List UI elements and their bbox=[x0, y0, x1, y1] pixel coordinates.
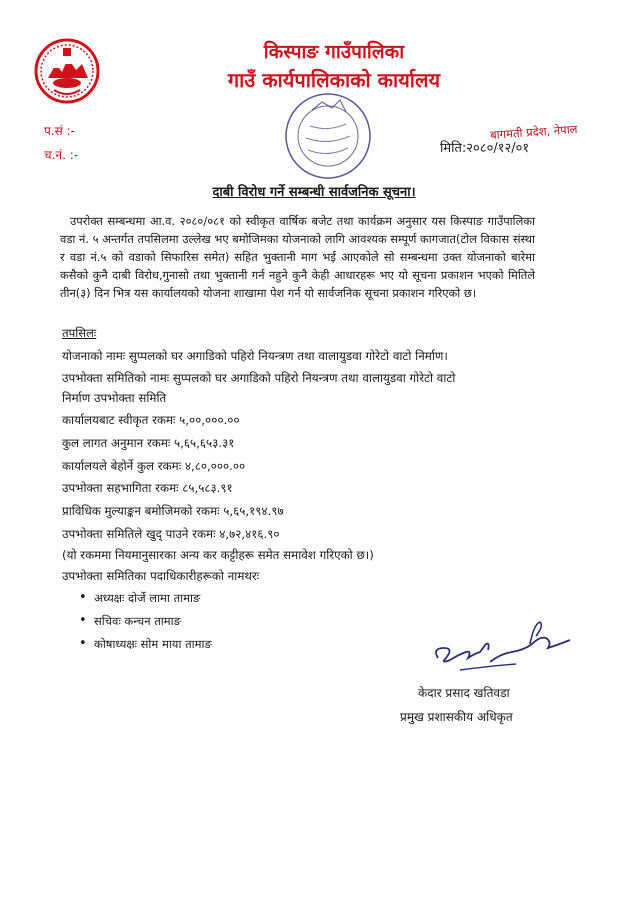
signatory-position: प्रमुख प्रशासकीय अधिकृत bbox=[400, 710, 513, 724]
notice-date: मिति:२०८०/१२/०१ bbox=[440, 141, 530, 156]
committee-name-cont: निर्माण उपभोक्ता समिति bbox=[62, 391, 167, 405]
body-text: उपरोक्त सम्बन्धमा आ.व. २०८०/०८१ को स्वीकृत वार्षिक बजेट तथा कार्यक्रम अनुसार यस किस्पाङ गाउँपालिका वडा नं. ५ अन्तर्गत तपसिलमा उल्लेख भए बमोजिमका योजनाको लागि आवश्यक सम्पूर्ण कागजात(टोल विकास संस्था र वडा नं.५ को वडाको सिफारिस समेत) सहित भुक्तानी माग भई आएकोले सो सम्बन्धमा उक्त योजनाको बारेमा कसैको कुनै दाबी विरोध,गुनासो तथा भुक्तानी गर्न नहुने कुनै केही आधारहरू भए यो सूचना प्रकाशन भएको मितिले तीन(३) दिन भित्र यस कार्यालयको योजना शाखामा पेश गर्न यो सार्वजनिक सूचना प्रकाशन गरिएको छ। bbox=[60, 214, 535, 300]
user-participation: उपभोक्ता सहभागिता रकमः ८५,५८३.९१ bbox=[62, 481, 233, 495]
tax-note: (यो रकममा नियमानुसारका अन्य कर कट्टीहरू समेत समावेश गरिएको छ।) bbox=[62, 548, 374, 562]
office-title: गाउँ कार्यपालिकाको कार्यालय bbox=[227, 68, 441, 92]
committee-name: उपभोक्ता समितिको नामः सुप्पलको घर अगाडिको पहिरो नियन्त्रण तथा वालायुडवा गोरेटो वाटो bbox=[62, 371, 456, 385]
office-stamp-icon bbox=[282, 90, 374, 182]
reference-chn: च.नं. :- bbox=[44, 148, 79, 162]
signature-icon bbox=[420, 614, 580, 678]
reference-ps: प.सं :- bbox=[44, 124, 75, 138]
project-name: योजनाको नामः सुप्पलको घर अगाडिको पहिरो नियन्त्रण तथा वालायुडवा गोरेटो वाटो निर्माण। bbox=[62, 349, 448, 363]
officials-heading: उपभोक्ता समितिका पदाधिकारीहरूको नामथरः bbox=[62, 569, 260, 583]
office-contribution: कार्यालयले बेहोर्ने कुल रकमः ४,८०,०००.०० bbox=[62, 459, 246, 473]
approved-amount: कार्यालयबाट स्वीकृत रकमः ५,००,०००.०० bbox=[62, 413, 240, 427]
net-receivable: उपभोक्ता समितिले खुद् पाउने रकमः ४,७२,४१६.९० bbox=[62, 527, 280, 541]
official-chairperson: • अध्यक्षः दोर्जे लामा तामाङ bbox=[94, 591, 200, 606]
total-cost: कुल लागत अनुमान रकमः ५,६५,६५३.३१ bbox=[62, 436, 235, 450]
details-heading: तपसिलः bbox=[62, 326, 97, 340]
subject-text: दाबी विरोध गर्ने सम्बन्धी सार्वजनिक सूचना। bbox=[212, 185, 416, 200]
province-address: बागमती प्रदेश, नेपाल bbox=[489, 121, 578, 143]
official-treasurer: • कोषाध्यक्षः सोम माया तामाङ bbox=[94, 637, 212, 652]
technical-evaluation: प्राविधिक मुल्याङ्कन बमोजिमको रकमः ५,६५,१९४.९७ bbox=[62, 504, 284, 518]
signatory-name: केदार प्रसाद खतिवडा bbox=[418, 686, 510, 700]
official-secretary: • सचिवः कन्चन तामाङ bbox=[94, 614, 181, 629]
notice-subject bbox=[0, 182, 628, 200]
notice-body bbox=[60, 212, 535, 302]
office-name: किस्पाङ गाउँपालिका bbox=[263, 41, 405, 63]
